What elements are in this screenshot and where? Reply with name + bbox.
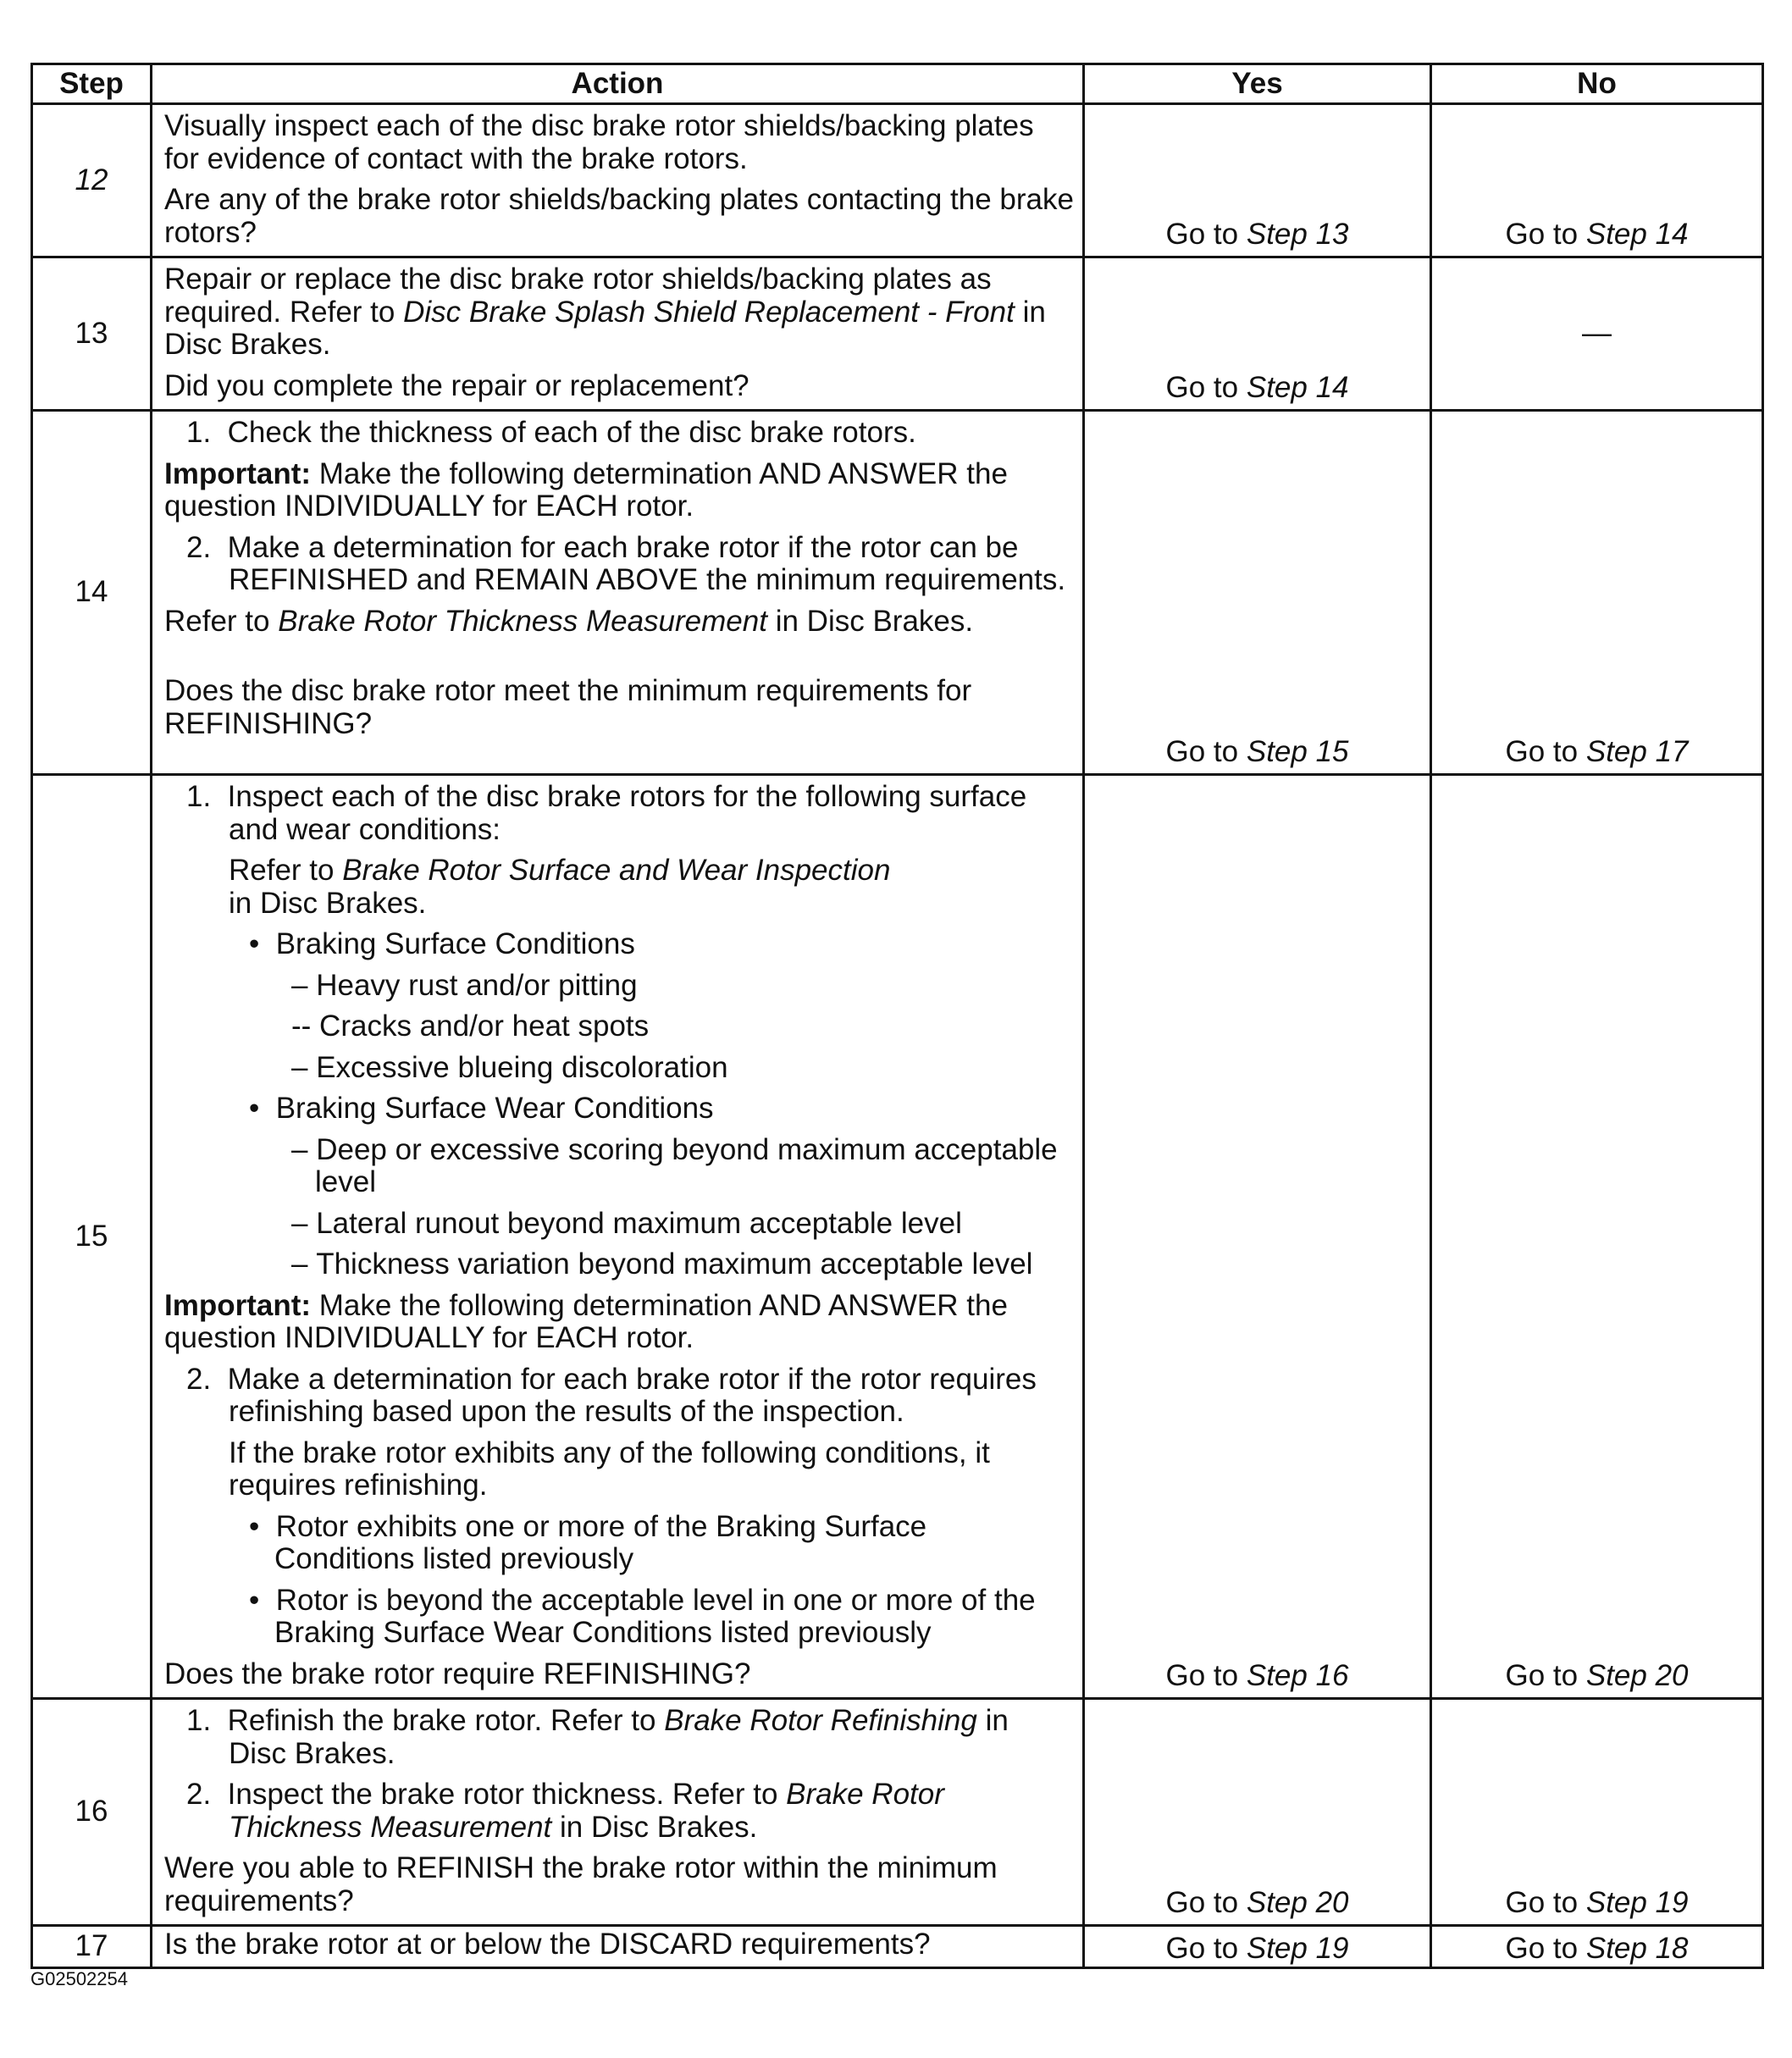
- reference-link[interactable]: Brake Rotor Thickness Measurement: [229, 1778, 944, 1844]
- step-number: 16: [32, 1699, 152, 1926]
- header-no: No: [1431, 64, 1763, 104]
- action-cell: [152, 411, 1084, 775]
- step-number: 12: [32, 104, 152, 257]
- no-cell: Go to Step 17: [1431, 411, 1763, 775]
- no-step-link[interactable]: Step 20: [1585, 1658, 1689, 1692]
- yes-cell: Go to Step 19: [1084, 1926, 1431, 1968]
- question-text: Are any of the brake rotor shields/backing plates contacting the brake rotors?: [164, 183, 1074, 249]
- dash-item: – Lateral runout beyond maximum acceptable level: [291, 1206, 962, 1240]
- step-number: 15: [32, 775, 152, 1699]
- action-cell: [152, 104, 1084, 257]
- numbered-item: 1. Refinish the brake rotor. Refer to Brake Rotor Refinishing in Disc Brakes.: [186, 1704, 1009, 1770]
- bullet-item: • Braking Surface Wear Conditions: [249, 1092, 714, 1125]
- important-note: Important: Make the following determination AND ANSWER the question INDIVIDUALLY for EACH rotor.: [164, 456, 1008, 523]
- bullet-item: • Rotor exhibits one or more of the Braking Surface Conditions listed previously: [249, 1509, 927, 1575]
- figure-id: G02502254: [30, 1968, 128, 1989]
- action-text: Repair or replace the disc brake rotor shields/backing plates as required. Refer to Disc Brake Splash Shield Replacement - Front in Disc Brakes.: [164, 263, 1046, 361]
- table-row-step-13: [32, 257, 1763, 411]
- header-yes: Yes: [1084, 64, 1431, 104]
- header-action: Action: [152, 64, 1084, 104]
- numbered-item: 1. Inspect each of the disc brake rotors for the following surface and wear conditions:: [186, 780, 1027, 846]
- no-cell: Go to Step 20: [1431, 775, 1763, 1699]
- yes-cell: Go to Step 20: [1084, 1699, 1431, 1926]
- yes-step-link[interactable]: Step 20: [1246, 1885, 1349, 1919]
- reference-text: Refer to Brake Rotor Surface and Wear Inspection in Disc Brakes.: [229, 854, 891, 920]
- action-cell: [152, 775, 1084, 1699]
- yes-cell: Go to Step 14: [1084, 257, 1431, 411]
- bullet-item: • Rotor is beyond the acceptable level in one or more of the Braking Surface Wear Conditions listed previously: [249, 1583, 1036, 1649]
- no-cell: Go to Step 18: [1431, 1926, 1763, 1968]
- reference-link[interactable]: Brake Rotor Thickness Measurement: [278, 604, 767, 638]
- reference-link[interactable]: Brake Rotor Refinishing: [664, 1704, 977, 1737]
- table-row-step-17: [32, 1926, 1763, 1968]
- question-text: Does the disc brake rotor meet the minimum requirements for REFINISHING?: [164, 674, 972, 740]
- action-cell: [152, 257, 1084, 411]
- reference-text: Refer to Brake Rotor Thickness Measurement in Disc Brakes.: [164, 604, 974, 638]
- yes-step-link[interactable]: Step 15: [1246, 734, 1349, 768]
- no-step-link[interactable]: Step 17: [1585, 734, 1689, 768]
- no-step-link[interactable]: Step 19: [1585, 1885, 1689, 1919]
- no-step-link[interactable]: Step 18: [1585, 1931, 1689, 1965]
- dash-item: – Heavy rust and/or pitting: [291, 968, 638, 1002]
- sub-text: If the brake rotor exhibits any of the following conditions, it requires refinishing.: [229, 1436, 990, 1502]
- dash-item: – Excessive blueing discoloration: [291, 1050, 728, 1084]
- table-row-step-14: [32, 411, 1763, 775]
- header-step: Step: [32, 64, 152, 104]
- question-text: Did you complete the repair or replacement?: [164, 368, 749, 402]
- action-text: Visually inspect each of the disc brake rotor shields/backing plates for evidence of contact with the brake rotors.: [164, 109, 1034, 175]
- step-number: 17: [32, 1926, 152, 1968]
- yes-step-link[interactable]: Step 13: [1246, 217, 1349, 251]
- dash-item: – Thickness variation beyond maximum acceptable level: [291, 1248, 1033, 1281]
- yes-cell: Go to Step 15: [1084, 411, 1431, 775]
- bullet-item: • Braking Surface Conditions: [249, 927, 635, 960]
- no-cell: Go to Step 14: [1431, 104, 1763, 257]
- no-cell: —: [1431, 257, 1763, 411]
- question-text: Is the brake rotor at or below the DISCARD requirements?: [164, 1928, 931, 1961]
- no-step-link[interactable]: Step 14: [1585, 217, 1689, 251]
- table-row-step-15: [32, 775, 1763, 1699]
- header-row: [32, 64, 1763, 104]
- question-text: Were you able to REFINISH the brake rotor within the minimum requirements?: [164, 1851, 998, 1917]
- reference-link[interactable]: Brake Rotor Surface and Wear Inspection: [342, 854, 891, 887]
- numbered-item: 2. Make a determination for each brake rotor if the rotor can be REFINISHED and REMAIN ABOVE the minimum requirements.: [186, 530, 1066, 596]
- dash-item: – Deep or excessive scoring beyond maximum acceptable level: [291, 1132, 1058, 1198]
- yes-step-link[interactable]: Step 16: [1246, 1658, 1349, 1692]
- numbered-item: 2. Make a determination for each brake rotor if the rotor requires refinishing based upon the results of the inspection.: [186, 1362, 1037, 1428]
- yes-cell: Go to Step 13: [1084, 104, 1431, 257]
- dash-item: -- Cracks and/or heat spots: [291, 1010, 650, 1043]
- diagnostic-table: [30, 63, 1764, 1969]
- yes-cell: Go to Step 16: [1084, 775, 1431, 1699]
- step-number: 14: [32, 411, 152, 775]
- step-number: 13: [32, 257, 152, 411]
- table-row-step-16: [32, 1699, 1763, 1926]
- important-note: Important: Make the following determination AND ANSWER the question INDIVIDUALLY for EACH rotor.: [164, 1288, 1008, 1354]
- no-cell: Go to Step 19: [1431, 1699, 1763, 1926]
- yes-step-link[interactable]: Step 14: [1246, 370, 1349, 404]
- numbered-item: 2. Inspect the brake rotor thickness. Refer to Brake Rotor Thickness Measurement in Disc Brakes.: [186, 1778, 944, 1844]
- question-text: Does the brake rotor require REFINISHING?: [164, 1657, 751, 1690]
- reference-link[interactable]: Disc Brake Splash Shield Replacement - Front: [403, 295, 1015, 329]
- action-cell: [152, 1699, 1084, 1926]
- numbered-item: 1. Check the thickness of each of the disc brake rotors.: [186, 416, 916, 449]
- action-cell: [152, 1926, 1084, 1968]
- table-row-step-12: [32, 104, 1763, 257]
- yes-step-link[interactable]: Step 19: [1246, 1931, 1349, 1965]
